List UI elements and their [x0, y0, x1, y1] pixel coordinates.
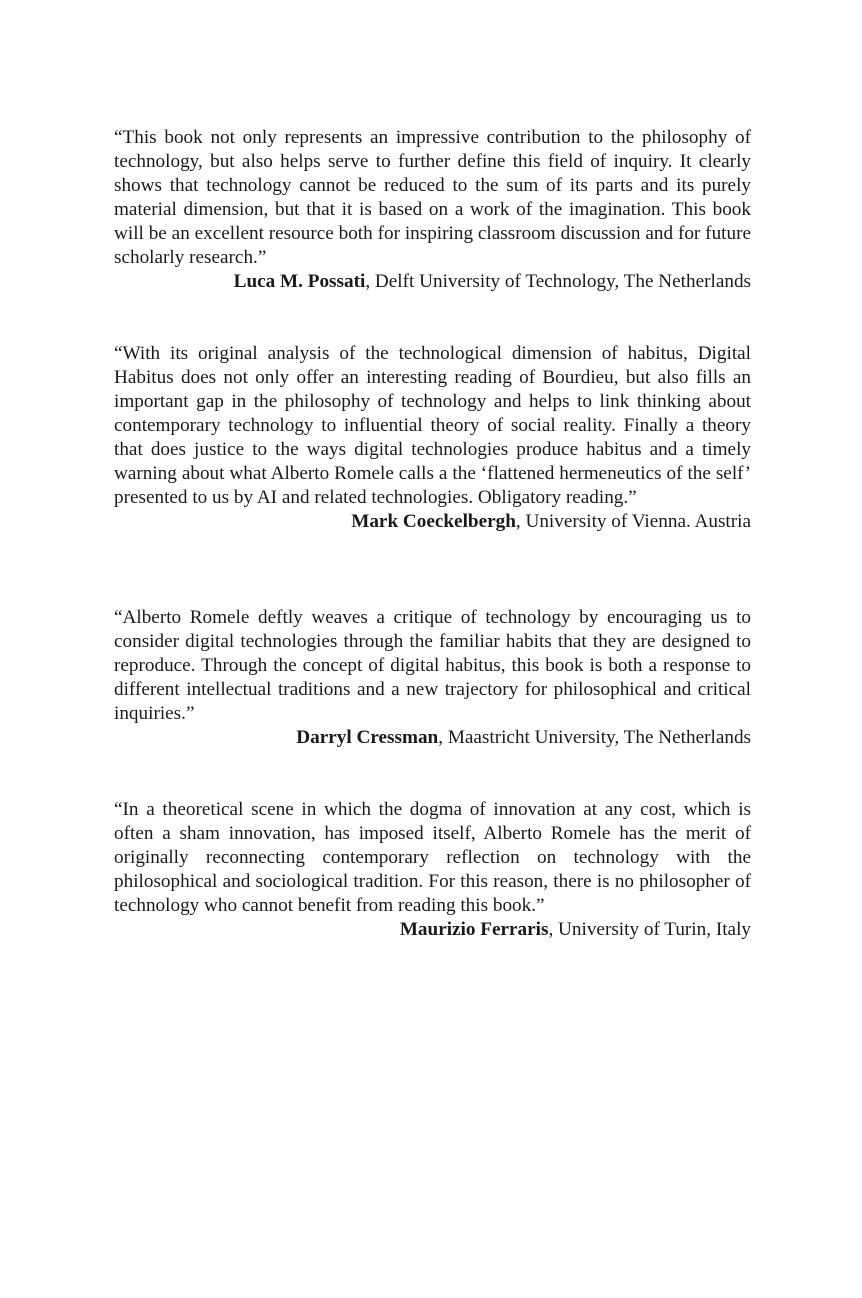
endorsement-quote: “Alberto Romele deftly weaves a critique of technology by encouraging us to consider digital technologies through the familiar habits that they are designed to reproduce. Through the concept of digital habitus, this book is both a response to different intellectual traditions and a new trajectory for philosophical and critical inquiries.” — [114, 607, 751, 724]
endorsement-1 — [114, 126, 751, 294]
endorser-name: Darryl Cressman — [296, 727, 439, 748]
endorsement-quote: “In a theoretical scene in which the dogma of innovation at any cost, which is often a sham innovation, has imposed itself, Alberto Romele has the merit of originally reconnecting contemporary reflection on technology with the philosophical and sociological tradition. For this reason, there is no philosopher of technology who cannot benefit from reading this book.” — [114, 799, 751, 916]
endorsement-attribution — [114, 918, 751, 942]
endorsement-attribution — [114, 510, 751, 534]
endorser-name: Maurizio Ferraris — [399, 919, 549, 940]
endorsement-quote: “This book not only represents an impressive contribution to the philosophy of technology, but also helps serve to further define this field of inquiry. It clearly shows that technology cannot be reduced to the sum of its parts and its purely material dimension, but that it is based on a work of the imagination. This book will be an excellent resource both for inspiring classroom discussion and for future scholarly research.” — [114, 127, 751, 268]
endorser-affiliation: , University of Turin, Italy — [548, 919, 751, 940]
endorser-affiliation: , Maastricht University, The Netherlands — [438, 727, 751, 748]
endorsement-3 — [114, 606, 751, 750]
endorsement-quote: “With its original analysis of the technological dimension of habitus, Digital Habitus does not only offer an interesting reading of Bourdieu, but also fills an important gap in the philosophy of technology and helps to link thinking about contemporary technology to influential theory of social reality. Finally a theory that does justice to the ways digital technologies produce habitus and a timely warning about what Alberto Romele calls a the ‘flattened hermeneutics of the self’ presented to us by AI and related technologies. Obligatory reading.” — [114, 343, 751, 508]
endorsement-2 — [114, 342, 751, 534]
endorser-affiliation: , Delft University of Technology, The Netherlands — [365, 271, 751, 292]
endorser-affiliation: , University of Vienna. Austria — [515, 511, 751, 532]
endorsement-attribution — [114, 726, 751, 750]
endorsement-attribution — [114, 270, 751, 294]
endorsement-4 — [114, 798, 751, 942]
endorser-name: Luca M. Possati — [233, 271, 366, 292]
endorser-name: Mark Coeckelbergh — [351, 511, 516, 532]
